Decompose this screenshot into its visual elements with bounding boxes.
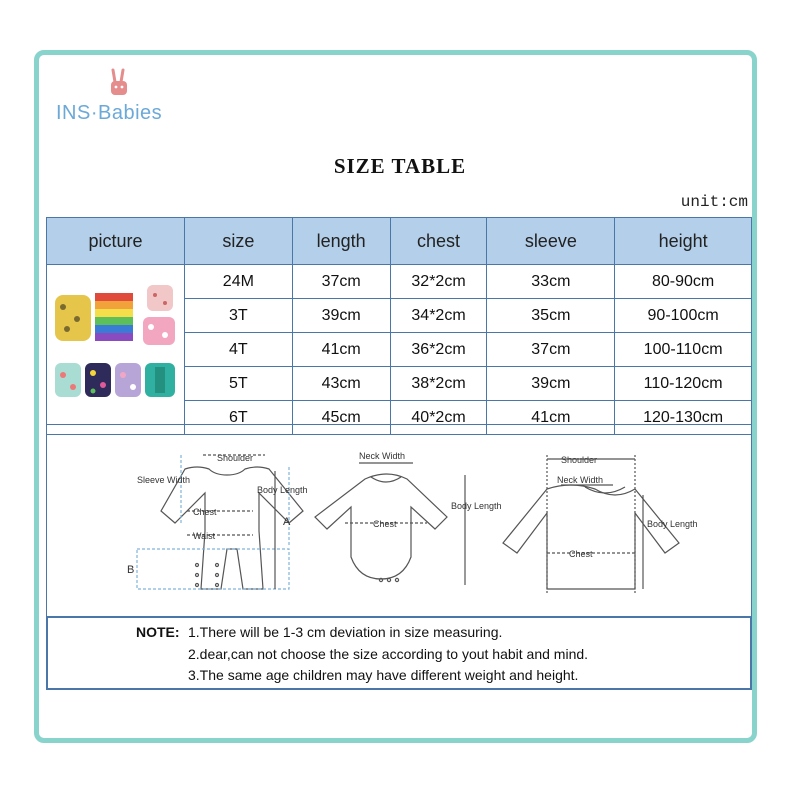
jacket-yellow: [55, 295, 91, 341]
cell-length: 37cm: [292, 265, 390, 299]
cell-size: 5T: [184, 367, 292, 401]
romper-waist-label: Waist: [193, 531, 216, 541]
note-item: 3.The same age children may have different weight and height.: [188, 667, 579, 683]
romper-b-label: B: [127, 564, 135, 576]
jacket-lilac: [115, 363, 141, 397]
jacket-navy: [85, 363, 111, 397]
note-label: NOTE:: [136, 624, 180, 640]
header-sleeve: sleeve: [487, 218, 615, 265]
cell-size: 6T: [184, 401, 292, 435]
product-picture: [47, 265, 185, 435]
shirt-chest-label: Chest: [569, 549, 593, 559]
measurement-diagrams: [46, 424, 752, 617]
cell-sleeve: 33cm: [487, 265, 615, 299]
cell-height: 110-120cm: [615, 367, 752, 401]
header-length: length: [292, 218, 390, 265]
header-height: height: [615, 218, 752, 265]
notes-section: [46, 616, 752, 690]
romper-body-label: Body Length: [257, 485, 308, 495]
jacket-mint: [55, 363, 81, 397]
romper-sleeve-label: Sleeve Width: [137, 475, 191, 485]
header-picture: picture: [47, 218, 185, 265]
jackets-image: [47, 267, 183, 427]
bodysuit-neck-label: Neck Width: [359, 451, 406, 461]
cell-length: 45cm: [292, 401, 390, 435]
cell-chest: 36*2cm: [390, 333, 487, 367]
table-row: [47, 265, 752, 299]
cell-sleeve: 39cm: [487, 367, 615, 401]
romper-shoulder-label: Shoulder: [217, 453, 254, 463]
table-header-row: [47, 218, 752, 265]
bunny-icon: [106, 68, 132, 102]
cell-size: 3T: [184, 299, 292, 333]
cell-height: 100-110cm: [615, 333, 752, 367]
shirt-neck-label: Neck Width: [557, 475, 604, 485]
cell-chest: 38*2cm: [390, 367, 487, 401]
cell-height: 80-90cm: [615, 265, 752, 299]
cell-length: 41cm: [292, 333, 390, 367]
unit-label: unit:cm: [680, 193, 748, 211]
cell-sleeve: 41cm: [487, 401, 615, 435]
page-title: SIZE TABLE: [333, 154, 467, 178]
cell-size: 4T: [184, 333, 292, 367]
shirt-body-label: Body Length: [647, 519, 698, 529]
cell-chest: 32*2cm: [390, 265, 487, 299]
bodysuit-body-label: Body Length: [451, 501, 502, 511]
cell-chest: 40*2cm: [390, 401, 487, 435]
note-item: 2.dear,can not choose the size according to yout habit and mind.: [188, 646, 589, 662]
header-size: size: [184, 218, 292, 265]
bodysuit-chest-label: Chest: [373, 519, 397, 529]
cell-height: 120-130cm: [615, 401, 752, 435]
cell-size: 24M: [184, 265, 292, 299]
jacket-teal: [145, 363, 175, 397]
size-table: [46, 217, 752, 435]
shirt-shoulder-label: Shoulder: [561, 455, 598, 465]
romper-a-label: A: [283, 516, 291, 528]
cell-sleeve: 35cm: [487, 299, 615, 333]
cell-sleeve: 37cm: [487, 333, 615, 367]
cell-height: 90-100cm: [615, 299, 752, 333]
note-item: 1.There will be 1-3 cm deviation in size measuring.: [188, 624, 503, 640]
jacket-rainbow: [95, 293, 133, 341]
cell-chest: 34*2cm: [390, 299, 487, 333]
brand-logo: [56, 68, 196, 128]
jacket-pink-top: [147, 285, 173, 311]
cell-length: 43cm: [292, 367, 390, 401]
cell-length: 39cm: [292, 299, 390, 333]
header-chest: chest: [390, 218, 487, 265]
brand-name: INS·Babies: [56, 102, 163, 124]
romper-chest-label: Chest: [193, 507, 217, 517]
jacket-pink: [143, 317, 175, 345]
